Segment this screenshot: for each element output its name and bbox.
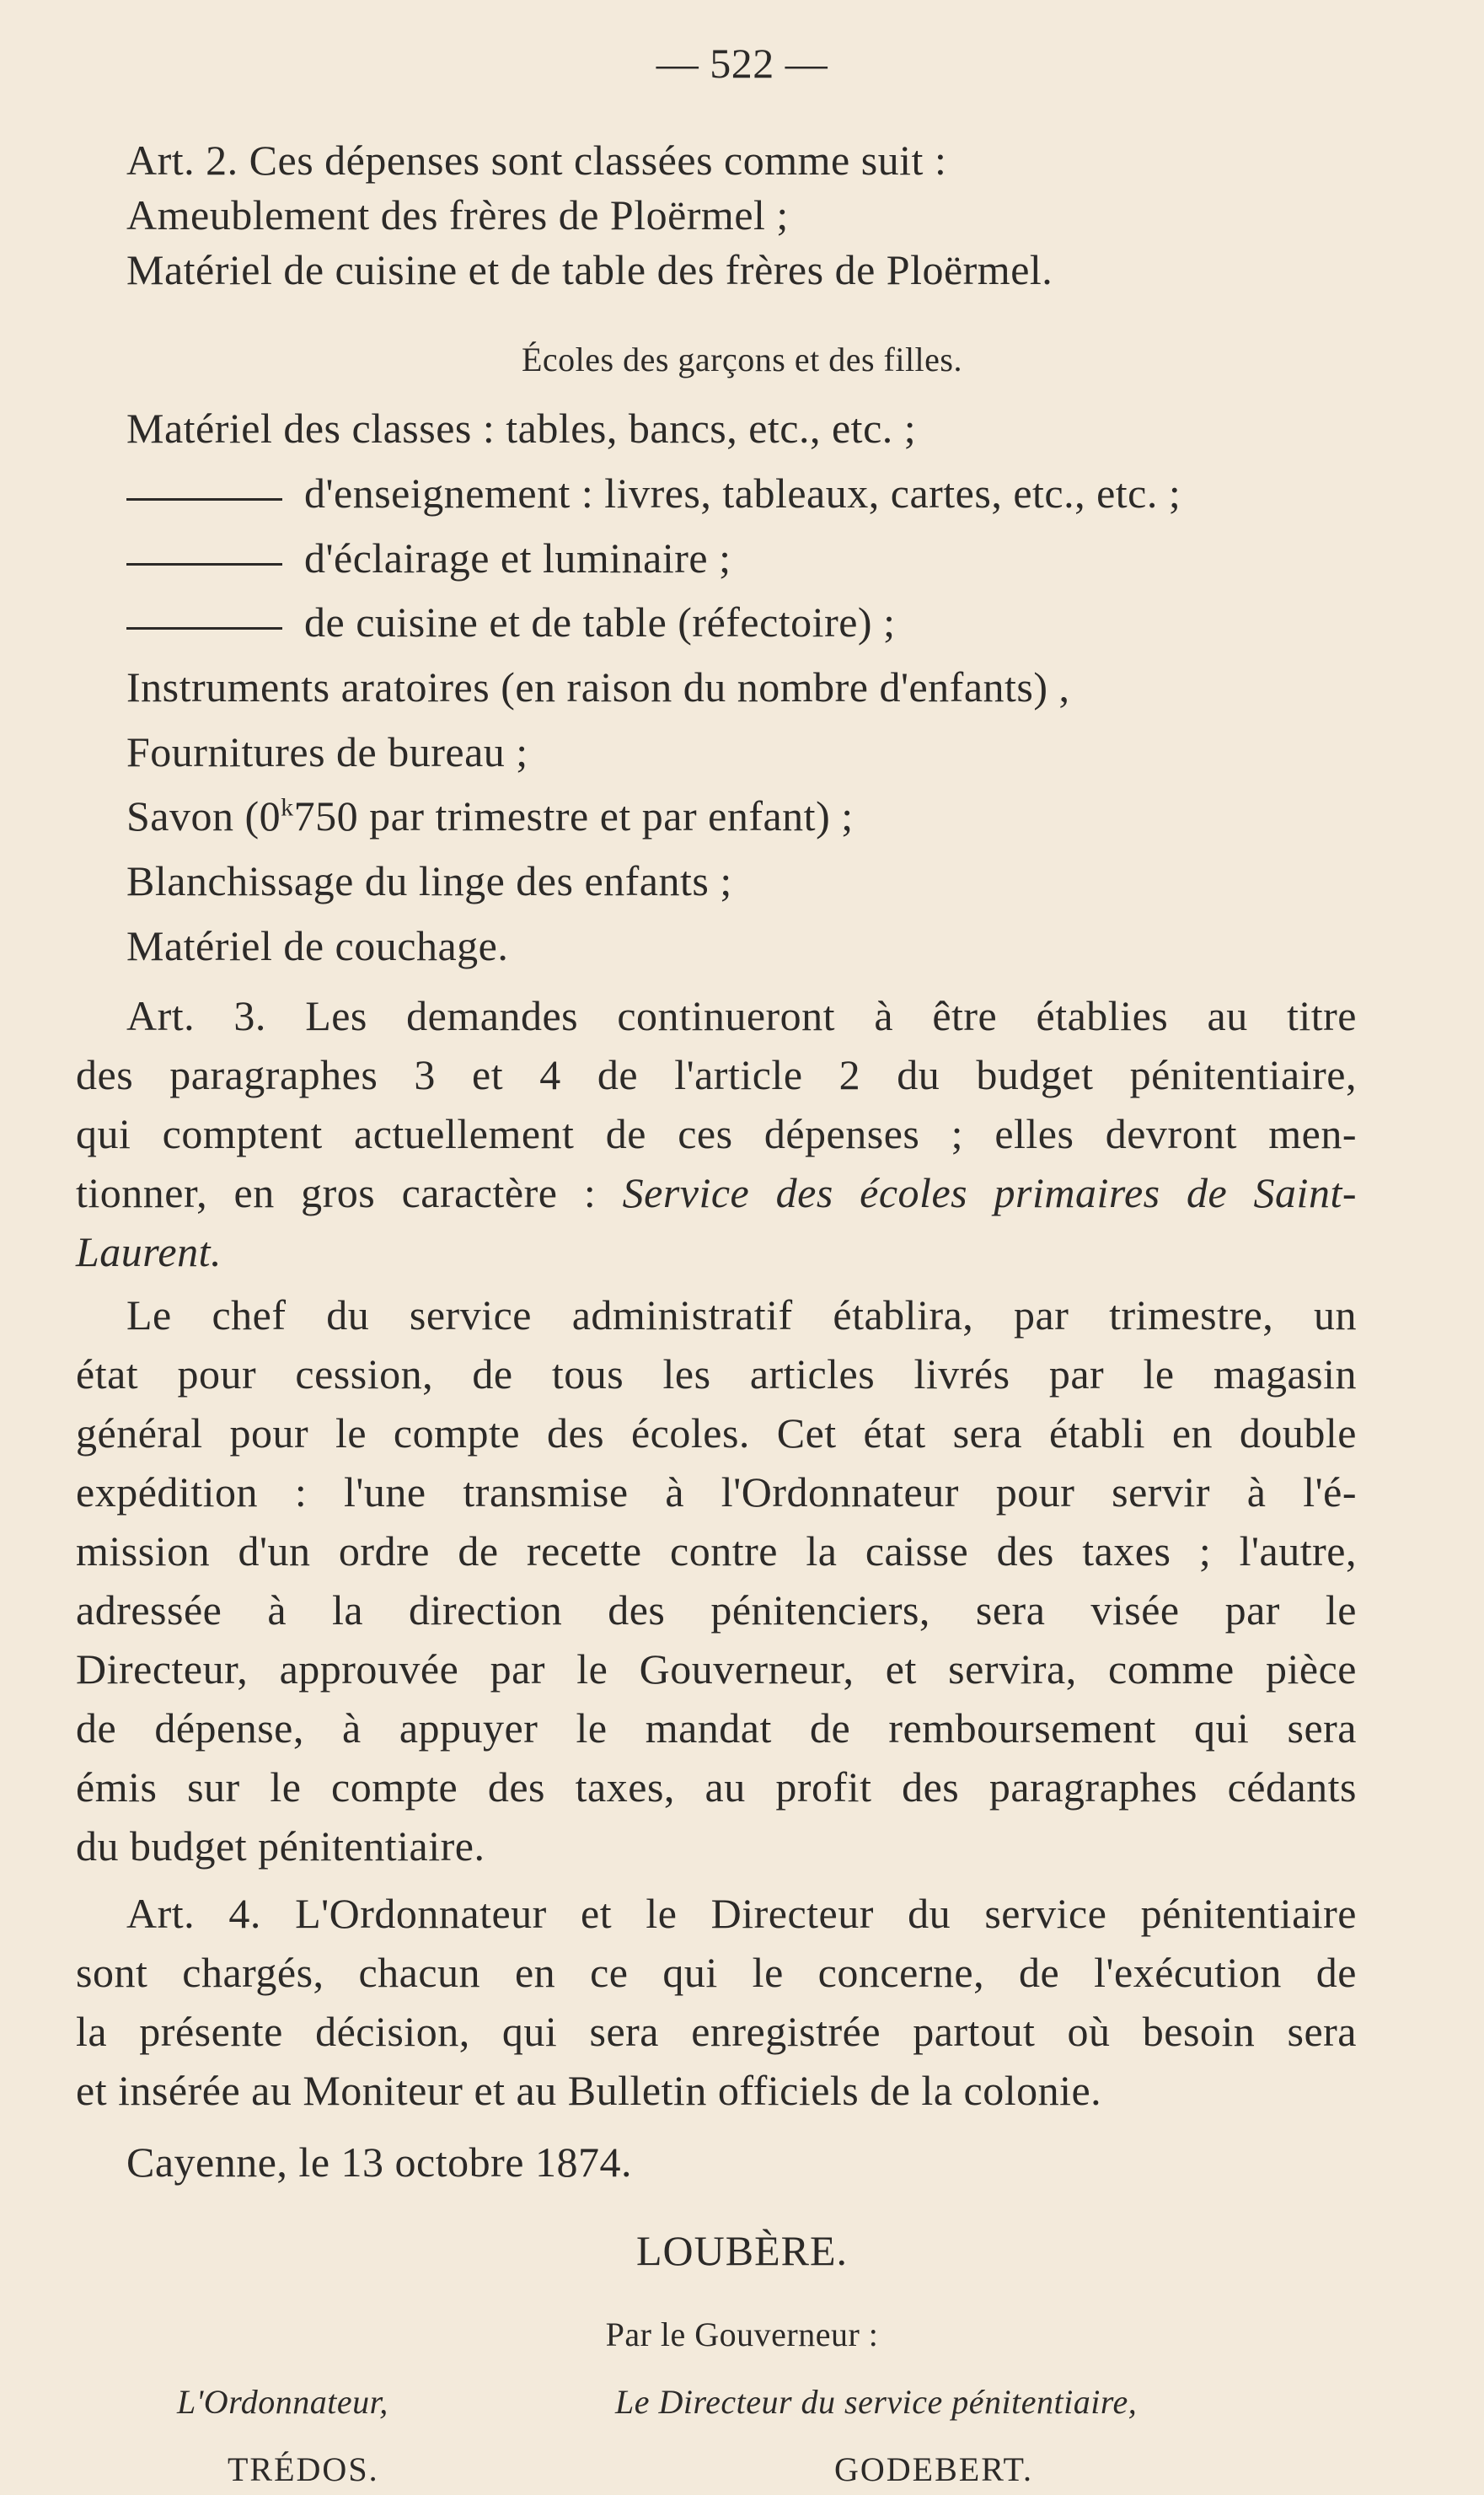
chef-line-4: expédition : l'une transmise à l'Ordonnateur pour servir à l'é- <box>76 1468 1357 1516</box>
art4-line-3: la présente décision, qui sera enregistrée partout où besoin sera <box>76 2008 1357 2055</box>
art2-heading: Art. 2. Ces dépenses sont classées comme suit : <box>126 137 947 184</box>
item-couchage: Matériel de couchage. <box>126 922 509 969</box>
item-savon-superscript: k <box>281 793 294 822</box>
ditto-dash <box>126 498 282 501</box>
chef-line-6: adressée à la direction des pénitenciers, sera visée par le <box>76 1586 1357 1634</box>
item-eclairage <box>126 533 731 583</box>
chef-line-3: général pour le compte des écoles. Cet état sera établi en double <box>76 1409 1357 1457</box>
section-title-ecoles: Écoles des garçons et des filles. <box>521 341 962 378</box>
page-number: — 522 — <box>656 40 828 87</box>
item-enseignement-text: d'enseignement : livres, tableaux, cartes, etc., etc. ; <box>304 469 1181 517</box>
art4-line-1: Art. 4. L'Ordonnateur et le Directeur du service pénitentiaire <box>126 1890 1357 1937</box>
item-cuisine-text: de cuisine et de table (réfectoire) ; <box>304 598 896 646</box>
art2-item-ameublement: Ameublement des frères de Ploërmel ; <box>126 191 789 239</box>
chef-line-7: Directeur, approuvée par le Gouverneur, et servira, comme pièce <box>76 1645 1357 1693</box>
item-enseignement <box>126 468 1181 518</box>
item-savon-part2: 750 par trimestre et par enfant) ; <box>293 792 854 840</box>
chef-line-2: état pour cession, de tous les articles livrés par le magasin <box>76 1350 1357 1398</box>
chef-line-5: mission d'un ordre de recette contre la caisse des taxes ; l'autre, <box>76 1527 1357 1575</box>
date-line: Cayenne, le 13 octobre 1874. <box>126 2138 632 2186</box>
art3-line-1: Art. 3. Les demandes continueront à être établies au titre <box>126 992 1357 1039</box>
item-eclairage-text: d'éclairage et luminaire ; <box>304 534 731 582</box>
art3-line-5: Laurent. <box>76 1228 222 1275</box>
art2-item-materiel-cuisine: Matériel de cuisine et de table des frères de Ploërmel. <box>126 246 1053 293</box>
art4-line-2: sont chargés, chacun en ce qui le concerne, de l'exécution de <box>76 1949 1357 1996</box>
item-fournitures: Fournitures de bureau ; <box>126 728 528 775</box>
art4-line-4: et insérée au Moniteur et au Bulletin officiels de la colonie. <box>76 2067 1102 2114</box>
item-materiel-classes: Matériel des classes : tables, bancs, etc., etc. ; <box>126 405 917 452</box>
art3-line-4-plain: tionner, en gros caractère : <box>76 1169 597 1216</box>
item-savon <box>126 791 854 841</box>
signature-right-title: Le Directeur du service pénitentiaire, <box>615 2383 1138 2421</box>
ditto-dash <box>126 627 282 630</box>
item-savon-part1: Savon (0 <box>126 792 281 840</box>
item-cuisine-refectoire <box>126 597 895 647</box>
signature-left-name: TRÉDOS. <box>228 2450 379 2488</box>
signature-governor: LOUBÈRE. <box>635 2227 849 2274</box>
item-blanchissage: Blanchissage du linge des enfants ; <box>126 857 732 904</box>
art3-line-4 <box>76 1167 1357 1218</box>
art3-line-2: des paragraphes 3 et 4 de l'article 2 du budget pénitentiaire, <box>76 1051 1357 1098</box>
signature-par-le-gouverneur: Par le Gouverneur : <box>605 2315 879 2353</box>
signature-right-name: GODEBERT. <box>834 2450 1033 2488</box>
item-instruments: Instruments aratoires (en raison du nombre d'enfants) , <box>126 663 1070 711</box>
chef-line-10: du budget pénitentiaire. <box>76 1822 485 1870</box>
chef-line-1: Le chef du service administratif établira, par trimestre, un <box>126 1291 1357 1339</box>
chef-line-9: émis sur le compte des taxes, au profit des paragraphes cédants <box>76 1763 1357 1811</box>
chef-line-8: de dépense, à appuyer le mandat de remboursement qui sera <box>76 1704 1357 1752</box>
art3-line-3: qui comptent actuellement de ces dépenses ; elles devront men- <box>76 1110 1357 1157</box>
ditto-dash <box>126 563 282 566</box>
art3-line-4-italic: Service des écoles primaires de Saint- <box>622 1169 1357 1216</box>
signature-left-title: L'Ordonnateur, <box>177 2383 388 2421</box>
